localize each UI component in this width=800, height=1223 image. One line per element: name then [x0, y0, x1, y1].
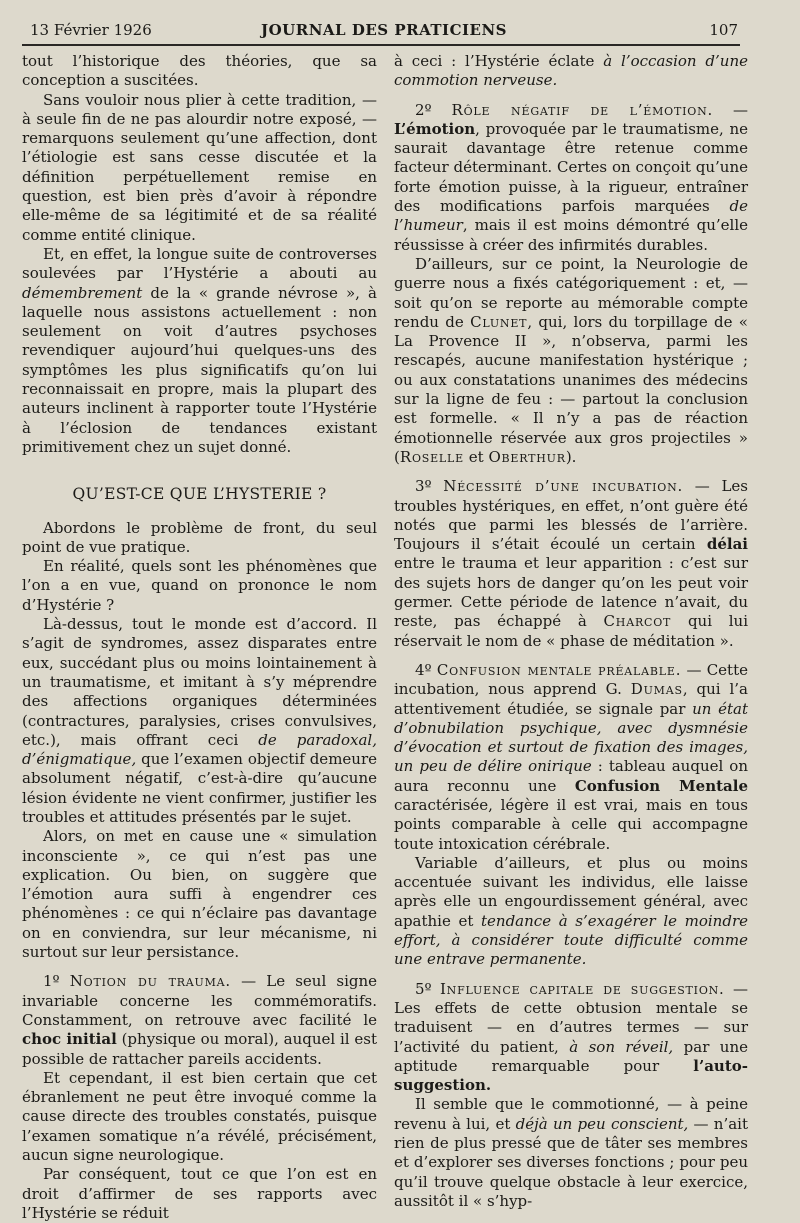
journal-title: JOURNAL DES PRATICIENS [261, 21, 507, 39]
numbered-point-1: 1º Notion du trauma. — Le seul signe invariable concerne les commémoratifs. Constamment, on retrouve avec facilité le choc initial (physique ou moral), auquel il est possible de rattacher pareils accidents. [22, 972, 378, 1068]
header-rule [22, 44, 740, 46]
paragraph: Alors, on met en cause une « simulation inconsciente », ce qui n’est pas une explication. Ou bien, on suggère que l’émotion aura suffi à engendrer ces phénomènes : ce qui n’éclaire pas davantage on en conviendra, sur leur mécanisme, ni surtout sur leur persistance. [22, 827, 377, 962]
paragraph: En réalité, quels sont les phénomènes que l’on a en vue, quand on prononce le nom d’Hystérie ? [22, 557, 377, 614]
numbered-point-2: 2º Rôle négatif de l’émotion. — L’émotion, provoquée par le traumatisme, ne saurait davantage être retenue comme facteur déterminant. Certes on conçoit qu’une forte émotion puisse, à la rigueur, entraîner des modifications parfois marquées de l’humeur, mais il est moins démontré qu’elle réussisse à créer des infirmités durables. [394, 100, 748, 254]
paragraph: à ceci : l’Hystérie éclate à l’occasion d’une commotion nerveuse. [394, 52, 748, 90]
paragraph: Il semble que le commotionné, — à peine revenu à lui, et déjà un peu conscient, — n’ait rien de plus pressé que de tâter ses membres et d’explorer ses diverses fonctions ; pour peu qu’il trouve quelque obstacle à leur exercice, aussitôt il « s’hyp- [394, 1095, 748, 1210]
numbered-point-4: 4º Confusion mentale préalable. — Cette incubation, nous apprend G. Dumas, qui l’a attentivement étudiée, se signale par un état d’obnubilation psychique, avec dysmnésie d’évocation et surtout de fixation des images, un peu de délire onirique : tableau auquel on aura reconnu une Confusion Mentale caractérisée, légère il est vrai, mais en tous points comparable à celle qui accompagne toute intoxication cérébrale. [394, 660, 748, 853]
section-heading: QU’EST-CE QUE L’HYSTERIE ? [72, 485, 327, 504]
paragraph: Sans vouloir nous plier à cette tradition, — à seule fin de ne pas alourdir notre exposé, — remarquons seulement qu’une affection, dont l’étiologie est sans cesse discutée et la définition perpétuellement remise en question, est bien près d’avoir à répondre elle-même de sa légitimité et de sa réalité comme entité clinique. [22, 90, 377, 244]
paragraph: D’ailleurs, sur ce point, la Neurologie de guerre nous a fixés catégoriquement : et, — soit qu’on se reporte au mémorable compte rendu de Clunet, qui, lors du torpillage de « La Provence II », n’observa, parmi les rescapés, aucune manifestation hystérique ; ou aux constatations unanimes des médecins sur la ligne de feu : — partout la conclusion est formelle. « Il n’y a pas de réaction émotionnelle réservée aux gros projectiles » (Roselle et Oberthur). [394, 254, 748, 466]
paragraph: Par conséquent, tout ce que l’on est en droit d’affirmer de ses rapports avec l’Hystérie se réduit [22, 1165, 377, 1222]
paragraph: Abordons le problème de front, du seul point de vue pratique. [22, 518, 377, 556]
paragraph: tout l’historique des théories, que sa conception a suscitées. [22, 52, 377, 90]
page-number: 107 [709, 21, 738, 39]
paragraph: Et cependant, il est bien certain que cet ébranlement ne peut être invoqué comme la cause directe des troubles constatés, puisque l’examen somatique n’a révélé, précisément, aucun signe neurologique. [22, 1068, 377, 1165]
left-column [22, 52, 377, 1223]
header-date: 13 Février 1926 [30, 21, 152, 39]
numbered-point-5: 5º Influence capitale de suggestion. — Les effets de cette obtusion mentale se traduisent — en d’autres termes — sur l’activité du patient, à son réveil, par une aptitude remarquable pour l’auto-suggestion. [394, 979, 749, 1095]
paragraph: Et, en effet, la longue suite de controverses soulevées par l’Hystérie a abouti au démembrement de la « grande névrose », à laquelle nous assistons actuellement : non seulement on voit d’autres psychoses revendiquer aujourd’hui quelques-uns des symptômes les plus significatifs qu’on lui reconnaissait en propre, mais la plupart des auteurs inclinent à rapporter toute l’Hystérie à l’éclosion de tendances existant primitivement chez un sujet donné. [22, 244, 377, 456]
running-header [30, 19, 738, 41]
paragraph: Variable d’ailleurs, et plus ou moins accentuée suivant les individus, elle laisse après elle un engourdissement général, avec apathie et tendance à s’exagérer le moindre effort, à considérer toute difficulté comme une entrave permanente. [394, 853, 748, 969]
right-column [394, 52, 748, 1211]
numbered-point-3: 3º Nécessité d’une incubation. — Les troubles hystériques, en effet, n’ont guère été notés que parmi les blessés de l’arrière. Toujours il s’était écoulé un certain délai entre le trauma et leur apparition : c’est sur des sujets hors de danger qu’on les peut voir germer. Cette période de latence n’avait, du reste, pas échappé à Charcot qui lui réservait le nom de « phase de méditation ». [394, 477, 748, 650]
paragraph: Là-dessus, tout le monde est d’accord. Il s’agit de syndromes, assez disparates entre eux, succédant plus ou moins lointainement à un traumatisme, et imitant à s’y méprendre des affections organiques déterminées (contractures, paralysies, crises convulsives, etc.), mais offrant ceci de paradoxal, d’énigmatique, que l’examen objectif demeure absolument négatif, c’est-à-dire qu’aucune lésion évidente ne vient confirmer, justifier les troubles et attitudes présentés par le sujet. [22, 615, 377, 826]
